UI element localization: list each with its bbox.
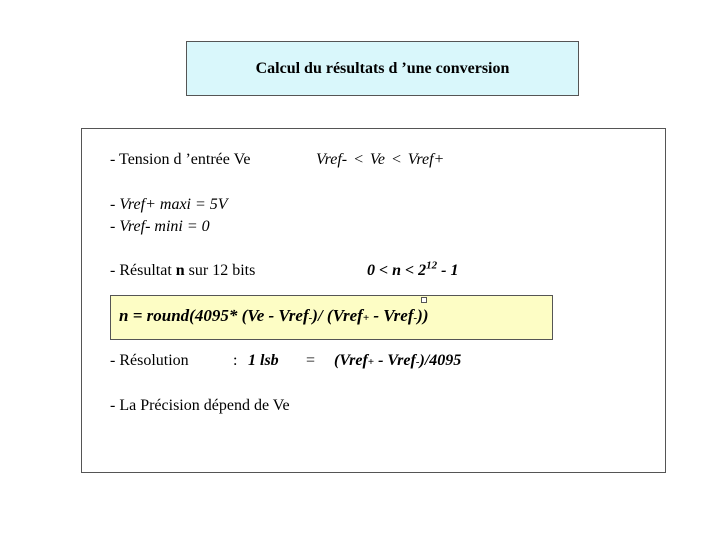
input-voltage-label: - Tension d ’entrée Ve: [110, 151, 251, 168]
vref-minus-min: - Vref- mini = 0: [110, 218, 210, 235]
result-bits: sur 12 bits: [188, 262, 256, 279]
formula-sub: -: [308, 312, 313, 324]
precision-line: - La Précision dépend de Ve: [110, 397, 290, 414]
result-range-exp: 12: [426, 259, 438, 272]
formula: [119, 306, 429, 326]
formula-part: n = round(4095* (Ve - Vref: [119, 306, 309, 325]
formula-sub: +: [362, 312, 370, 324]
resolution-sub: -: [415, 356, 420, 368]
formula-sub: -: [413, 312, 418, 324]
resolution-label: - Résolution: [110, 352, 189, 369]
result-range-end: - 1: [437, 262, 459, 279]
result-label: - Résultat: [110, 262, 172, 279]
result-range: [367, 259, 459, 280]
resolution-lsb: 1 lsb: [248, 352, 279, 369]
resolution-eq: =: [306, 352, 316, 369]
resolution-part: (Vref: [334, 352, 368, 369]
resolution-sub: +: [367, 356, 375, 368]
slide-title: Calcul du résultats d ’une conversion: [255, 59, 510, 77]
result-line: [110, 262, 255, 280]
result-range-start: 0 < n < 2: [367, 262, 427, 279]
formula-part: - Vref: [369, 306, 414, 325]
result-n: n: [175, 262, 185, 279]
formula-part: )/ (Vref: [312, 306, 363, 325]
vref-plus-max: - Vref+ maxi = 5V: [110, 196, 228, 213]
title-box: [186, 41, 579, 96]
resolution-expr: [334, 352, 461, 370]
formula-part: )): [417, 306, 429, 325]
resolution-part: )/4095: [419, 352, 462, 369]
resolution-colon: :: [233, 352, 238, 369]
resize-handle[interactable]: [421, 297, 427, 303]
resolution-part: - Vref: [374, 352, 416, 369]
input-voltage-range: Vref- < Ve < Vref+: [316, 151, 445, 168]
